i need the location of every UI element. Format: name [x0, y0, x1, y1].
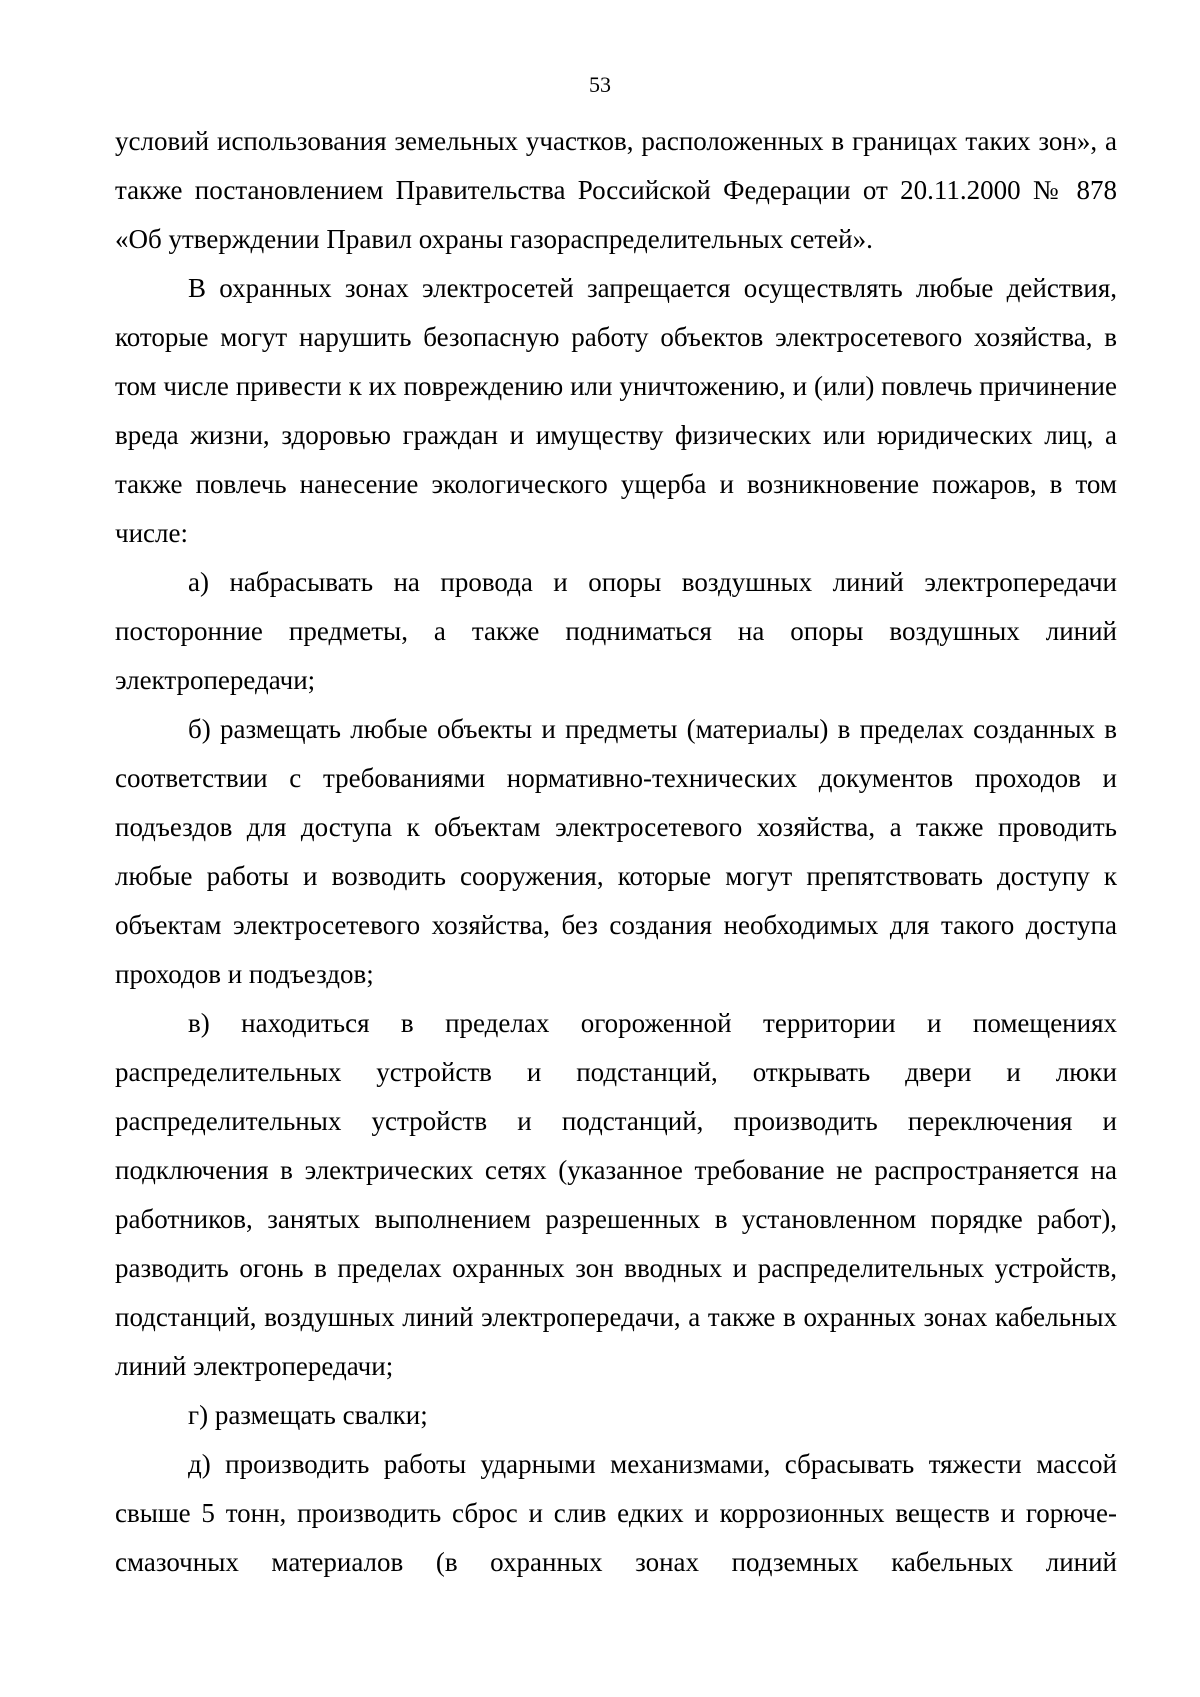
- paragraph-item-d: д) производить работы ударными механизмами, сбрасывать тяжести массой свыше 5 тонн, производить сброс и слив едких и коррозионных веществ и горюче-смазочных материалов (в охранных зонах подземных кабельных линий: [115, 1449, 1117, 1577]
- paragraph-prohibitions-intro: В охранных зонах электросетей запрещается осуществлять любые действия, которые могут нарушить безопасную работу объектов электросетевого хозяйства, в том числе привести к их повреждению или уничтожению, и (или) повлечь причинение вреда жизни, здоровью граждан и имуществу физических или юридических лиц, а также повлечь нанесение экологического ущерба и возникновение пожаров, в том числе:: [115, 273, 1117, 548]
- document-body: [115, 117, 1117, 1587]
- page-number: 53: [589, 72, 611, 97]
- paragraph-item-v: в) находиться в пределах огороженной территории и помещениях распределительных устройств и подстанций, открывать двери и люки распределительных устройств и подстанций, производить переключения и подключения в электрических сетях (указанное требование не распространяется на работников, занятых выполнением разрешенных в установленном порядке работ), разводить огонь в пределах охранных зон вводных и распределительных устройств, подстанций, воздушных линий электропередачи, а также в охранных зонах кабельных линий электропередачи;: [115, 1008, 1117, 1381]
- paragraph-item-g: г) размещать свалки;: [188, 1400, 428, 1430]
- paragraph-item-a: а) набрасывать на провода и опоры воздушных линий электропередачи посторонние предметы, а также подниматься на опоры воздушных линий электропередачи;: [115, 567, 1117, 695]
- paragraph-continuation: условий использования земельных участков, расположенных в границах таких зон», а также постановлением Правительства Российской Федерации от 20.11.2000 № 878 «Об утверждении Правил охраны газораспределительных сетей».: [115, 126, 1117, 254]
- paragraph-item-b: б) размещать любые объекты и предметы (материалы) в пределах созданных в соответствии с требованиями нормативно-технических документов проходов и подъездов для доступа к объектам электросетевого хозяйства, а также проводить любые работы и возводить сооружения, которые могут препятствовать доступу к объектам электросетевого хозяйства, без создания необходимых для такого доступа проходов и подъездов;: [115, 714, 1117, 989]
